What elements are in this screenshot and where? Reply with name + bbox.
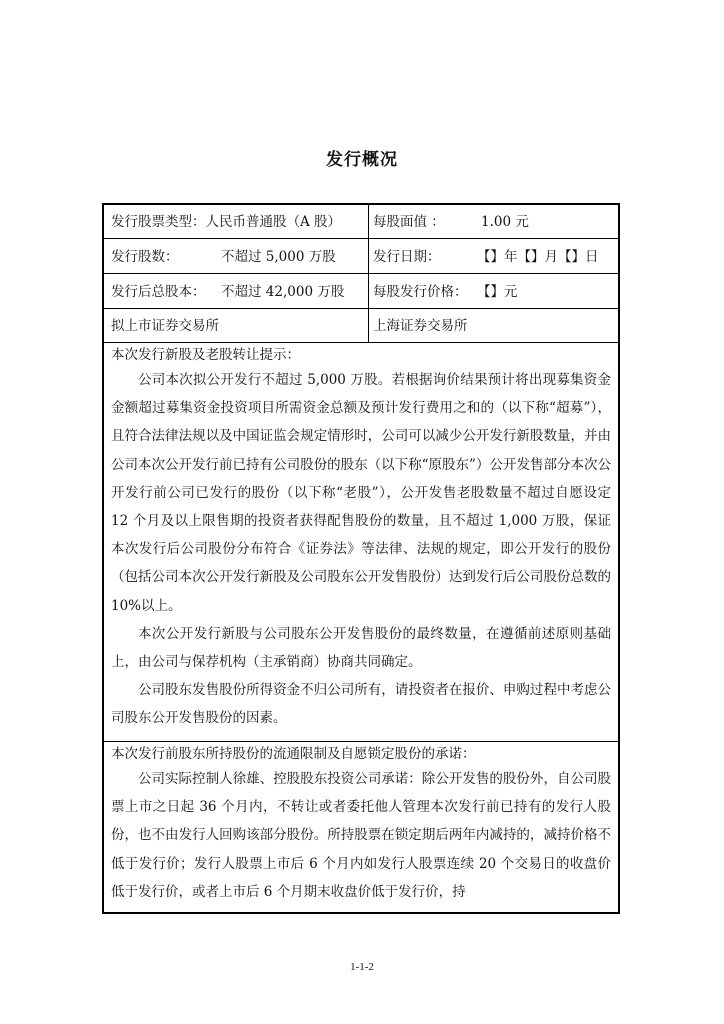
section-paragraph: 本次公开发行新股与公司股东公开发售股份的最终数量，在遵循前述原则基础上，由公司与保荐机构（主承销商）协商共同确定。 <box>111 625 611 671</box>
price-cell <box>373 275 613 309</box>
row-divider <box>104 342 618 343</box>
shares-cell <box>111 240 361 274</box>
total-shares-label: 发行后总股本： <box>111 284 206 300</box>
section-heading: 本次发行新股及老股转让提示： <box>111 347 300 363</box>
section-heading: 本次发行前股东所持股份的流通限制及自愿锁定股份的承诺： <box>111 746 476 762</box>
shares-label: 发行股数： <box>111 249 179 265</box>
price-value: 【】元 <box>477 284 518 300</box>
overview-table <box>102 203 620 914</box>
section-paragraph: 公司股东发售股份所得资金不归公司所有，请投资者在报价、申购过程中考虑公司股东公开发售股份的因素。 <box>111 682 611 727</box>
new-share-section <box>111 344 611 733</box>
stock-type-label: 发行股票类型： <box>111 214 206 230</box>
section-divider <box>104 741 618 742</box>
row-divider <box>104 273 618 274</box>
par-value-label: 每股面值 ： <box>373 214 445 230</box>
price-label: 每股发行价格： <box>373 284 468 300</box>
page-number: 1-1-2 <box>350 961 374 973</box>
date-cell <box>373 240 613 274</box>
row-divider <box>104 238 618 239</box>
date-value: 【】年【】月【】日 <box>477 249 599 265</box>
exchange-label: 拟上市证券交易所 <box>111 318 219 334</box>
section-paragraph: 公司本次拟公开发行不超过 5,000 万股。若根据询价结果预计将出现募集资金金额超过募集资金投资项目所需资金总额及预计发行费用之和的（以下称“超募”），且符合法律法规以及中国证监会规定情形时，公司可以减少公开发行新股数量，并由公司本次公开发行前已持有公司股份的股东（以下称“原股东”）公开发售部分本次公开发行前公司已发行的股份（以下称“老股”），公开发售老股数量不超过自愿设定 12 个月及以上限售期的投资者获得配售股份的数量，且不超过 1,000 万股，保证本次发行后公司股份分布符合《证券法》等法律、法规的规定，即公开发行的股份（包括公司本次公开发行新股及公司股东公开发售股份）达到发行后公司股份总数的 10%以上。 <box>111 372 611 614</box>
stock-type-cell <box>111 205 361 239</box>
exchange-value: 上海证券交易所 <box>373 318 468 334</box>
exchange-label-cell <box>111 309 361 343</box>
stock-type-value: 人民币普通股（A 股） <box>205 214 342 230</box>
par-value-cell <box>373 205 613 239</box>
total-shares-value: 不超过 42,000 万股 <box>221 284 345 300</box>
shares-value: 不超过 5,000 万股 <box>221 249 336 265</box>
par-value-value: 1.00 元 <box>481 214 529 230</box>
exchange-value-cell <box>373 309 613 343</box>
section-paragraph: 公司实际控制人徐雄、控股股东投资公司承诺：除公开发售的股份外，自公司股票上市之日起 36 个月内，不转让或者委托他人管理本次发行前已持有的发行人股份，也不由发行人回购该部分股份。所持股票在锁定期后两年内减持的，减持价格不低于发行价；发行人股票上市后 6 个月内如发行人股票连续 20 个交易日的收盘价低于发行价，或者上市后 6 个月期末收盘价低于发行价，持 <box>111 771 611 900</box>
total-shares-cell <box>111 275 361 309</box>
page-title: 发行概况 <box>326 150 398 170</box>
lockup-section <box>111 743 611 906</box>
date-label: 发行日期： <box>373 249 441 265</box>
